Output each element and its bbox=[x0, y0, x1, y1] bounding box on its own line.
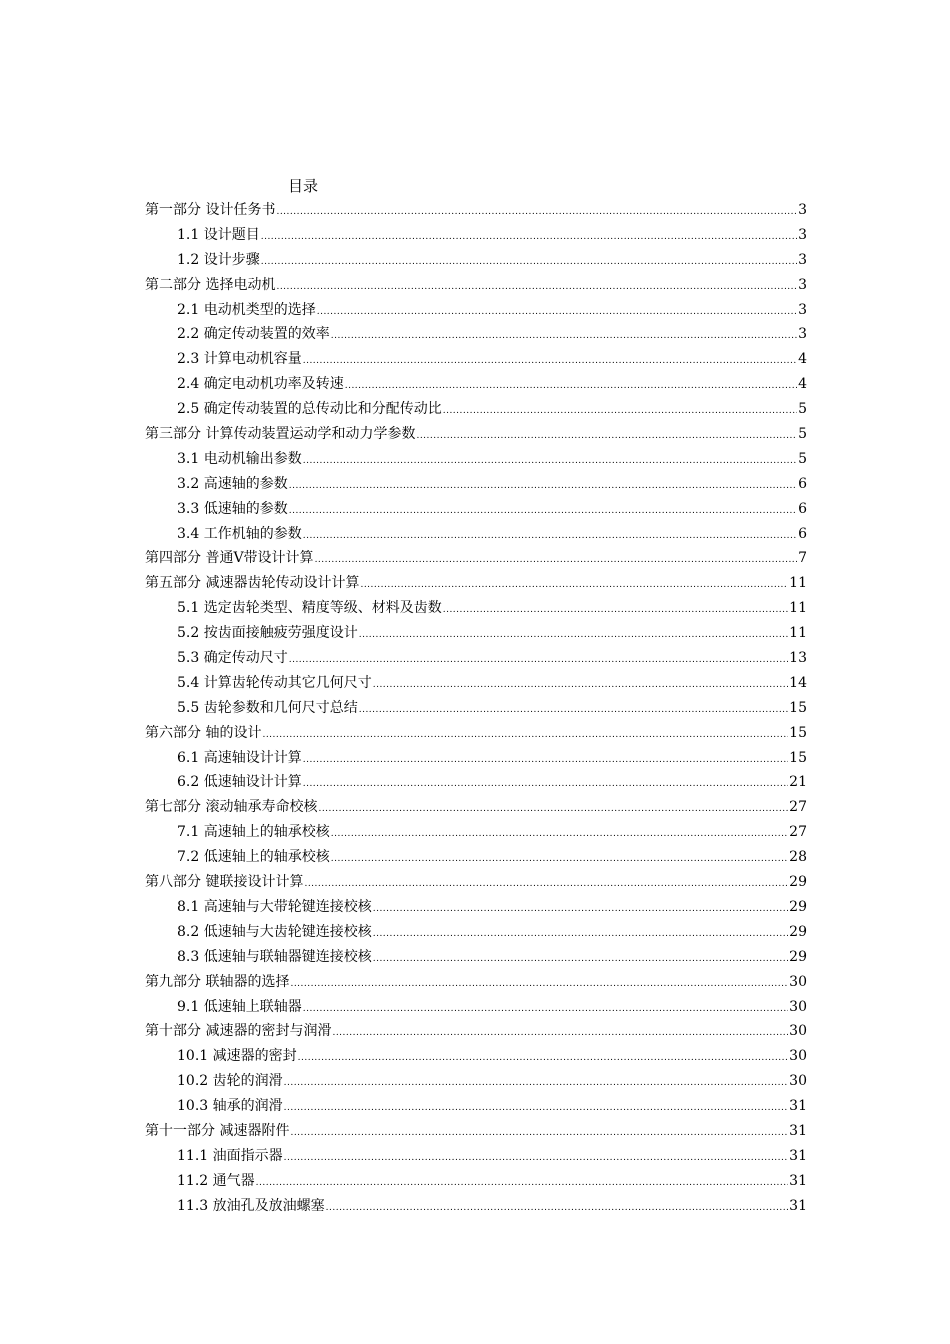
toc-dot-leader bbox=[443, 598, 788, 623]
toc-page-number: 31 bbox=[789, 1197, 807, 1214]
toc-page-number: 27 bbox=[789, 799, 807, 816]
toc-page-number: 30 bbox=[789, 1023, 807, 1040]
toc-section-entry[interactable] bbox=[145, 746, 807, 771]
toc-page-number: 4 bbox=[798, 376, 807, 393]
toc-section-entry[interactable] bbox=[145, 1169, 807, 1194]
toc-dot-leader bbox=[303, 748, 788, 773]
toc-dot-leader bbox=[315, 548, 798, 573]
toc-entry-label: 1.1 设计题目 bbox=[177, 226, 260, 243]
toc-section-entry[interactable] bbox=[145, 1194, 807, 1219]
toc-page-number: 29 bbox=[789, 898, 807, 915]
toc-entry-label: 7.1 高速轴上的轴承校核 bbox=[177, 824, 330, 841]
toc-dot-leader bbox=[303, 449, 797, 474]
toc-dot-leader bbox=[261, 225, 797, 250]
toc-dot-leader bbox=[318, 797, 788, 822]
toc-section-entry[interactable] bbox=[145, 995, 807, 1020]
toc-section-entry[interactable] bbox=[145, 322, 807, 347]
toc-section-entry[interactable] bbox=[145, 596, 807, 621]
toc-entry-label: 2.4 确定电动机功率及转速 bbox=[177, 376, 344, 393]
toc-dot-leader bbox=[443, 399, 797, 424]
toc-entry-label: 2.1 电动机类型的选择 bbox=[177, 301, 316, 318]
toc-entry-label: 第七部分 滚动轴承寿命校核 bbox=[145, 799, 318, 816]
toc-page-number: 14 bbox=[789, 674, 807, 691]
toc-chapter-entry[interactable] bbox=[145, 422, 807, 447]
toc-chapter-entry[interactable] bbox=[145, 870, 807, 895]
toc-dot-leader bbox=[326, 1196, 789, 1221]
toc-page-number: 5 bbox=[798, 401, 807, 418]
toc-page-number: 15 bbox=[789, 724, 807, 741]
toc-page-number: 11 bbox=[789, 575, 807, 592]
toc-dot-leader bbox=[276, 200, 797, 225]
toc-dot-leader bbox=[290, 1121, 788, 1146]
toc-section-entry[interactable] bbox=[145, 522, 807, 547]
toc-page-number: 3 bbox=[798, 226, 807, 243]
toc-dot-leader bbox=[289, 474, 797, 499]
toc-entry-label: 10.1 减速器的密封 bbox=[177, 1048, 297, 1065]
toc-entry-label: 第十部分 减速器的密封与润滑 bbox=[145, 1023, 332, 1040]
toc-dot-leader bbox=[331, 324, 797, 349]
toc-page-number: 13 bbox=[789, 650, 807, 667]
toc-section-entry[interactable] bbox=[145, 472, 807, 497]
toc-dot-leader bbox=[290, 972, 788, 997]
toc-page-number: 15 bbox=[789, 699, 807, 716]
toc-page-number: 3 bbox=[798, 301, 807, 318]
toc-section-entry[interactable] bbox=[145, 372, 807, 397]
toc-section-entry[interactable] bbox=[145, 397, 807, 422]
toc-dot-leader bbox=[262, 723, 788, 748]
toc-dot-leader bbox=[303, 349, 797, 374]
toc-entry-label: 6.2 低速轴设计计算 bbox=[177, 774, 302, 791]
toc-section-entry[interactable] bbox=[145, 920, 807, 945]
toc-dot-leader bbox=[284, 1071, 789, 1096]
toc-page-number: 6 bbox=[798, 525, 807, 542]
toc-dot-leader bbox=[373, 897, 788, 922]
table-of-contents bbox=[145, 198, 807, 1219]
toc-dot-leader bbox=[332, 1021, 788, 1046]
toc-entry-label: 10.2 齿轮的润滑 bbox=[177, 1073, 283, 1090]
toc-page-number: 21 bbox=[789, 774, 807, 791]
toc-dot-leader bbox=[289, 648, 788, 673]
toc-entry-label: 2.3 计算电动机容量 bbox=[177, 351, 302, 368]
toc-entry-label: 3.1 电动机输出参数 bbox=[177, 450, 302, 467]
toc-section-entry[interactable] bbox=[145, 820, 807, 845]
toc-dot-leader bbox=[345, 374, 797, 399]
toc-entry-label: 第一部分 设计任务书 bbox=[145, 202, 276, 218]
toc-section-entry[interactable] bbox=[145, 845, 807, 870]
toc-page-number: 5 bbox=[798, 450, 807, 467]
toc-dot-leader bbox=[256, 1171, 789, 1196]
toc-page-number: 4 bbox=[798, 351, 807, 368]
toc-entry-label: 2.2 确定传动装置的效率 bbox=[177, 326, 330, 343]
page-title: 目录 bbox=[288, 177, 319, 195]
toc-dot-leader bbox=[359, 698, 788, 723]
toc-dot-leader bbox=[360, 573, 788, 598]
toc-section-entry[interactable] bbox=[145, 770, 807, 795]
toc-page-number: 27 bbox=[789, 824, 807, 841]
toc-dot-leader bbox=[303, 524, 797, 549]
toc-dot-leader bbox=[331, 822, 788, 847]
toc-section-entry[interactable] bbox=[145, 1069, 807, 1094]
toc-entry-label: 6.1 高速轴设计计算 bbox=[177, 749, 302, 766]
toc-page-number: 15 bbox=[789, 749, 807, 766]
toc-entry-label: 5.3 确定传动尺寸 bbox=[177, 650, 288, 667]
toc-section-entry[interactable] bbox=[145, 1044, 807, 1069]
toc-page-number: 11 bbox=[789, 625, 807, 642]
toc-entry-label: 第六部分 轴的设计 bbox=[145, 724, 262, 741]
toc-page-number: 31 bbox=[789, 1098, 807, 1115]
toc-section-entry[interactable] bbox=[145, 347, 807, 372]
toc-page-number: 3 bbox=[798, 202, 807, 218]
toc-page-number: 11 bbox=[789, 600, 807, 617]
toc-page-number: 30 bbox=[789, 973, 807, 990]
toc-dot-leader bbox=[303, 772, 788, 797]
toc-entry-label: 第三部分 计算传动装置运动学和动力学参数 bbox=[145, 426, 416, 443]
toc-dot-leader bbox=[298, 1046, 789, 1071]
toc-entry-label: 第十一部分 减速器附件 bbox=[145, 1122, 290, 1139]
toc-entry-label: 第九部分 联轴器的选择 bbox=[145, 973, 290, 990]
toc-chapter-entry[interactable] bbox=[145, 795, 807, 820]
toc-page-number: 30 bbox=[789, 1073, 807, 1090]
toc-section-entry[interactable] bbox=[145, 1094, 807, 1119]
toc-dot-leader bbox=[284, 1146, 789, 1171]
toc-section-entry[interactable] bbox=[145, 621, 807, 646]
toc-chapter-entry[interactable] bbox=[145, 198, 807, 223]
toc-entry-label: 第五部分 减速器齿轮传动设计计算 bbox=[145, 575, 360, 592]
toc-page-number: 31 bbox=[789, 1172, 807, 1189]
toc-page-number: 5 bbox=[798, 426, 807, 443]
toc-section-entry[interactable] bbox=[145, 1144, 807, 1169]
toc-dot-leader bbox=[373, 922, 788, 947]
toc-chapter-entry[interactable] bbox=[145, 970, 807, 995]
toc-page-number: 3 bbox=[798, 276, 807, 293]
toc-section-entry[interactable] bbox=[145, 646, 807, 671]
toc-section-entry[interactable] bbox=[145, 671, 807, 696]
toc-dot-leader bbox=[317, 300, 797, 325]
toc-entry-label: 9.1 低速轴上联轴器 bbox=[177, 998, 302, 1015]
toc-entry-label: 11.1 油面指示器 bbox=[177, 1147, 283, 1164]
toc-entry-label: 5.4 计算齿轮传动其它几何尺寸 bbox=[177, 674, 372, 691]
toc-chapter-entry[interactable] bbox=[145, 546, 807, 571]
toc-page-number: 6 bbox=[798, 500, 807, 517]
toc-chapter-entry[interactable] bbox=[145, 571, 807, 596]
toc-dot-leader bbox=[331, 847, 788, 872]
toc-page-number: 29 bbox=[789, 923, 807, 940]
toc-entry-label: 10.3 轴承的润滑 bbox=[177, 1098, 283, 1115]
toc-entry-label: 3.2 高速轴的参数 bbox=[177, 475, 288, 492]
toc-dot-leader bbox=[261, 250, 797, 275]
toc-entry-label: 第四部分 普通V带设计计算 bbox=[145, 550, 314, 567]
toc-entry-label: 2.5 确定传动装置的总传动比和分配传动比 bbox=[177, 401, 442, 418]
toc-chapter-entry[interactable] bbox=[145, 273, 807, 298]
toc-section-entry[interactable] bbox=[145, 696, 807, 721]
toc-entry-label: 8.1 高速轴与大带轮键连接校核 bbox=[177, 898, 372, 915]
toc-entry-label: 8.2 低速轴与大齿轮键连接校核 bbox=[177, 923, 372, 940]
toc-entry-label: 第二部分 选择电动机 bbox=[145, 276, 276, 293]
toc-page-number: 29 bbox=[789, 948, 807, 965]
toc-chapter-entry[interactable] bbox=[145, 1019, 807, 1044]
toc-chapter-entry[interactable] bbox=[145, 721, 807, 746]
toc-section-entry[interactable] bbox=[145, 447, 807, 472]
toc-entry-label: 5.2 按齿面接触疲劳强度设计 bbox=[177, 625, 358, 642]
toc-dot-leader bbox=[304, 872, 788, 897]
toc-entry-label: 11.2 通气器 bbox=[177, 1172, 255, 1189]
toc-page-number: 3 bbox=[798, 251, 807, 268]
toc-dot-leader bbox=[303, 997, 788, 1022]
toc-section-entry[interactable] bbox=[145, 223, 807, 248]
toc-page-number: 29 bbox=[789, 874, 807, 891]
toc-entry-label: 3.4 工作机轴的参数 bbox=[177, 525, 302, 542]
toc-entry-label: 5.1 选定齿轮类型、精度等级、材料及齿数 bbox=[177, 600, 442, 617]
toc-page-number: 3 bbox=[798, 326, 807, 343]
toc-dot-leader bbox=[359, 623, 788, 648]
toc-dot-leader bbox=[416, 424, 797, 449]
toc-section-entry[interactable] bbox=[145, 298, 807, 323]
toc-page-number: 30 bbox=[789, 1048, 807, 1065]
toc-page-number: 6 bbox=[798, 475, 807, 492]
toc-section-entry[interactable] bbox=[145, 248, 807, 273]
toc-dot-leader bbox=[276, 275, 797, 300]
toc-page-number: 28 bbox=[789, 849, 807, 866]
toc-dot-leader bbox=[373, 947, 788, 972]
toc-page-number: 31 bbox=[789, 1147, 807, 1164]
toc-section-entry[interactable] bbox=[145, 945, 807, 970]
toc-entry-label: 5.5 齿轮参数和几何尺寸总结 bbox=[177, 699, 358, 716]
toc-entry-label: 8.3 低速轴与联轴器键连接校核 bbox=[177, 948, 372, 965]
toc-chapter-entry[interactable] bbox=[145, 1119, 807, 1144]
toc-entry-label: 第八部分 键联接设计计算 bbox=[145, 874, 304, 891]
toc-page-number: 31 bbox=[789, 1122, 807, 1139]
toc-page-number: 30 bbox=[789, 998, 807, 1015]
toc-section-entry[interactable] bbox=[145, 497, 807, 522]
toc-entry-label: 3.3 低速轴的参数 bbox=[177, 500, 288, 517]
toc-entry-label: 11.3 放油孔及放油螺塞 bbox=[177, 1197, 325, 1214]
toc-dot-leader bbox=[289, 499, 797, 524]
toc-page-number: 7 bbox=[798, 550, 807, 567]
toc-entry-label: 1.2 设计步骤 bbox=[177, 251, 260, 268]
toc-entry-label: 7.2 低速轴上的轴承校核 bbox=[177, 849, 330, 866]
toc-dot-leader bbox=[373, 673, 788, 698]
toc-section-entry[interactable] bbox=[145, 895, 807, 920]
toc-dot-leader bbox=[284, 1096, 789, 1121]
